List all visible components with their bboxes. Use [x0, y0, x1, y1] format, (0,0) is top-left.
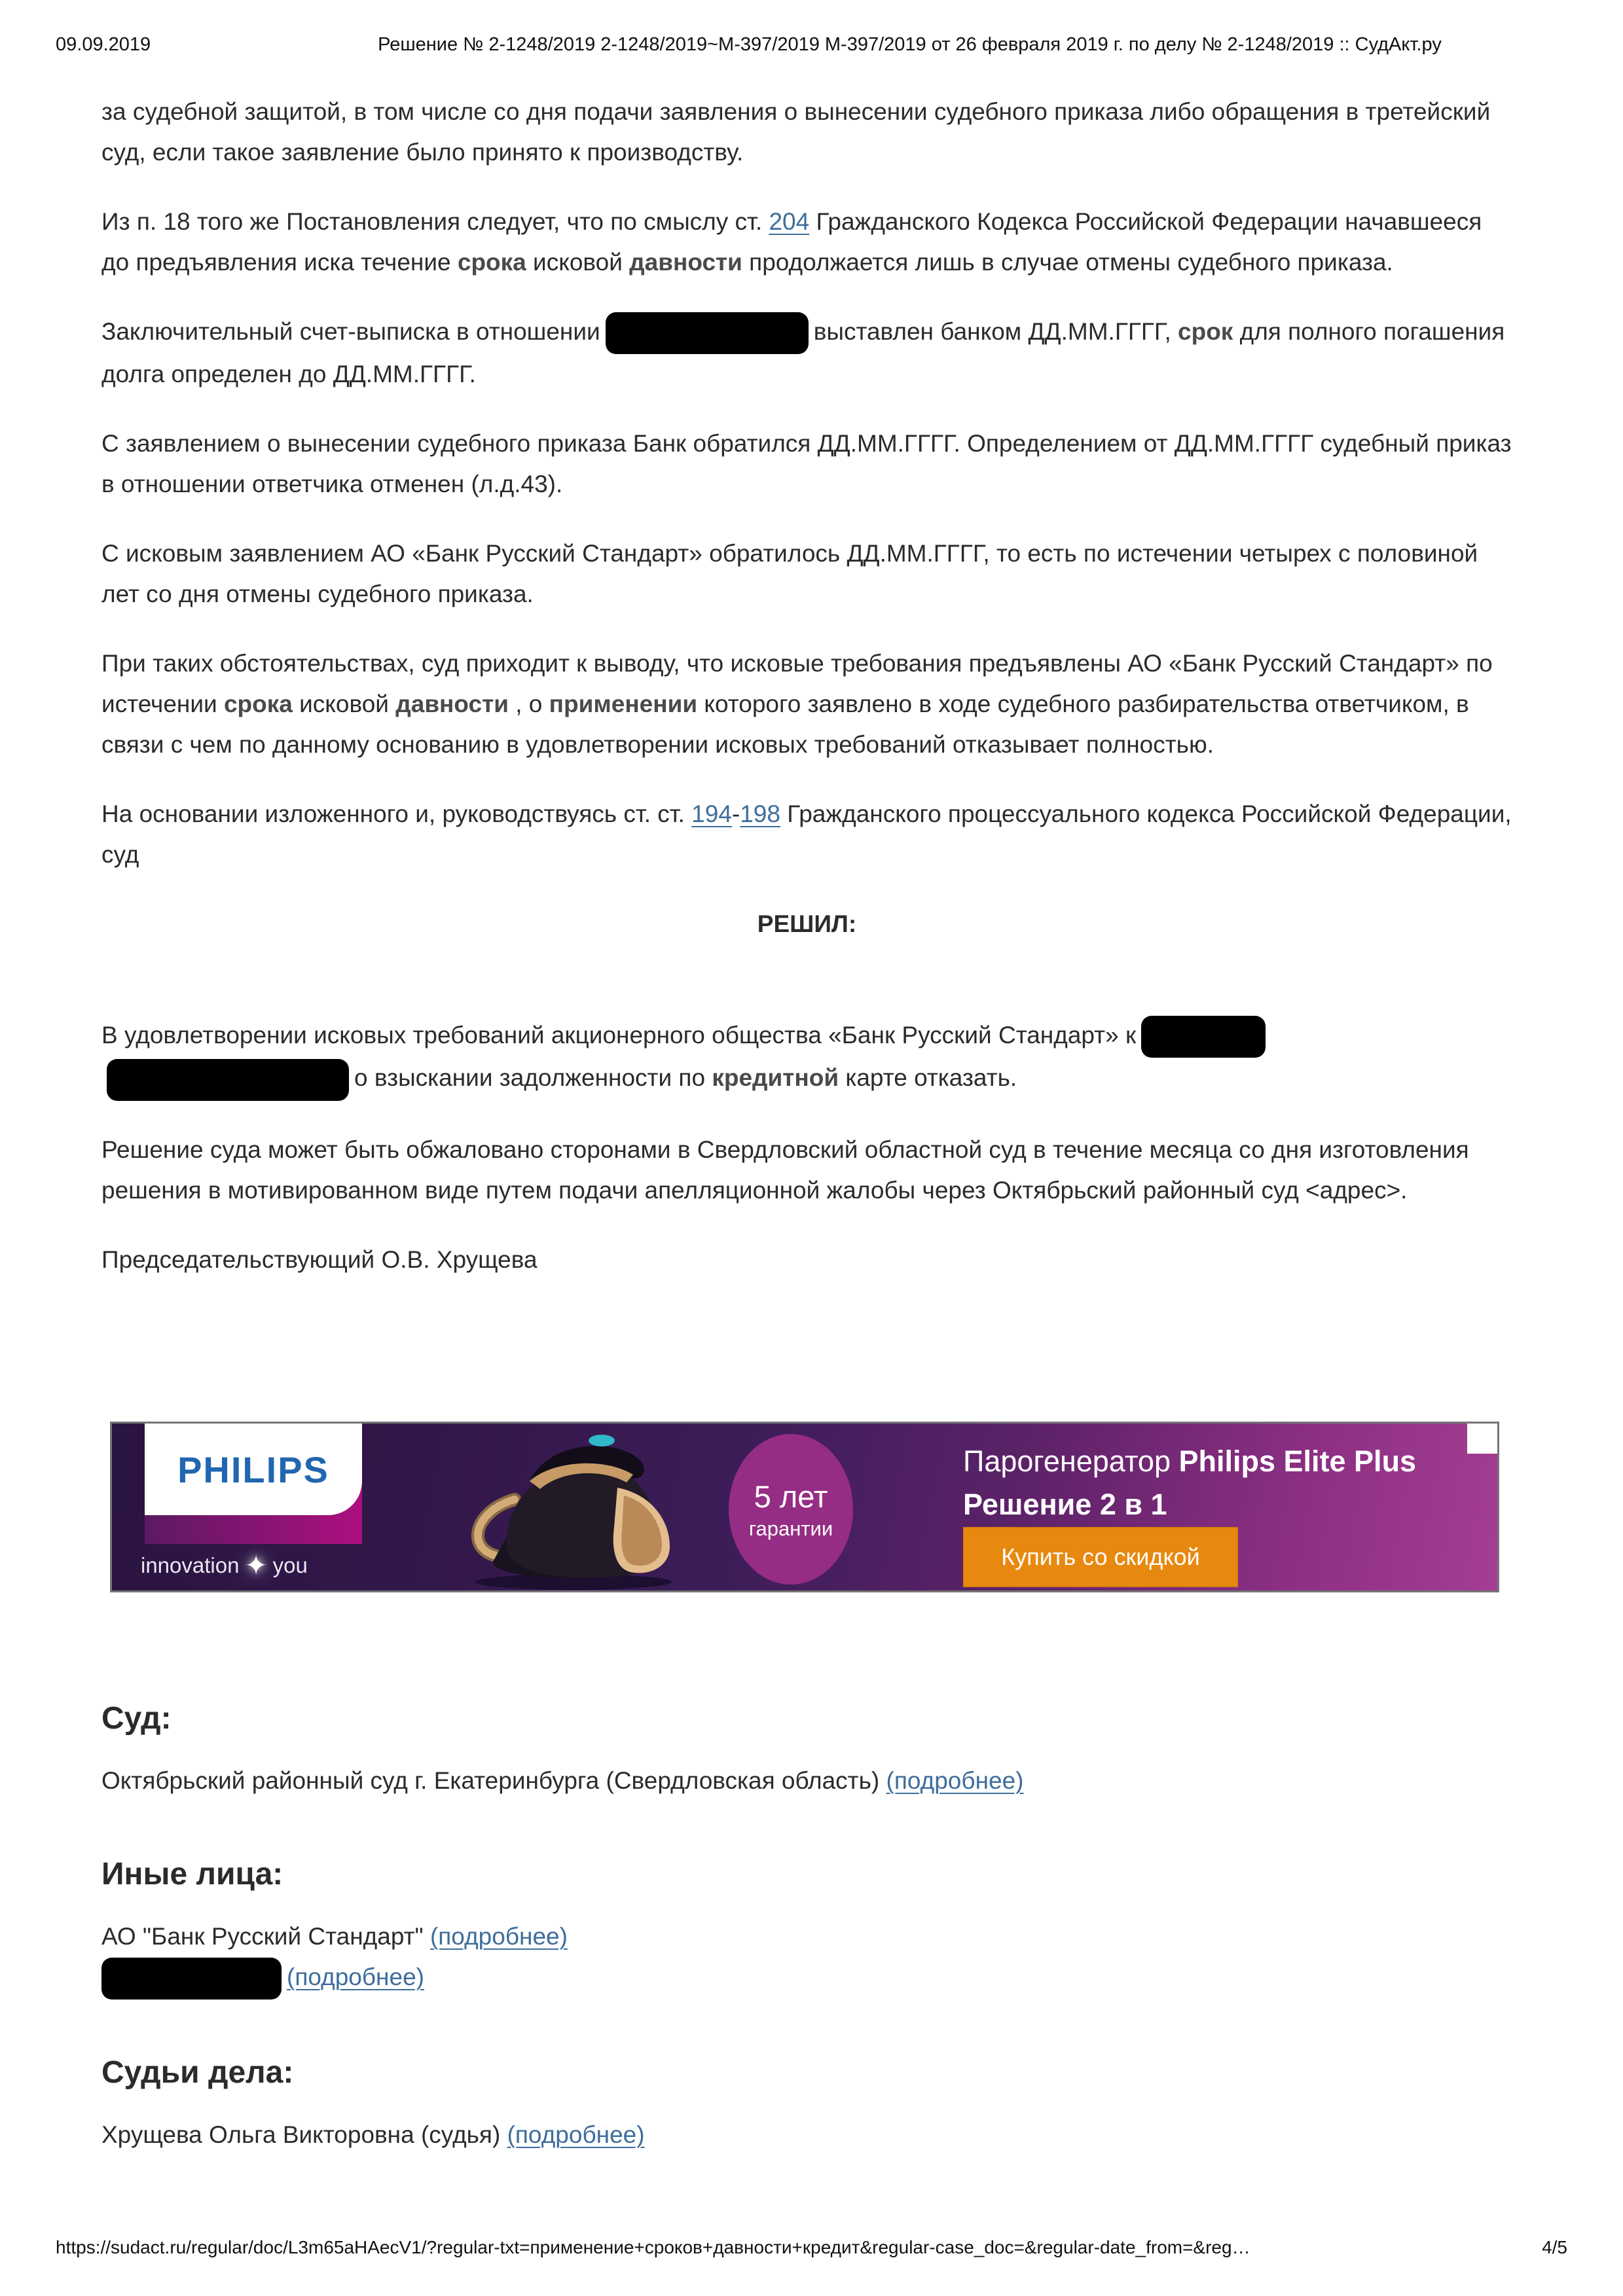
para-appeal: Решение суда может быть обжаловано сторонами в Свердловский областной суд в течение месяца со дня изготовления решения в мотивированном виде путем подачи апелляционной жалобы через Октябрьский районный суд <адрес>. — [101, 1136, 1469, 1204]
redaction-box — [1141, 1016, 1266, 1058]
section-line: Хрущева Ольга Викторовна (судья) (подробнее) — [101, 2121, 645, 2149]
inline-link[interactable]: 198 — [740, 800, 780, 828]
tagline-right: you — [272, 1553, 308, 1577]
steam-generator-image — [452, 1427, 695, 1591]
para-verdict: В удовлетворении исковых требований акционерного общества «Банк Русский Стандарт» к о взыскании задолженности по кредитной карте отказать. — [101, 1015, 1512, 1100]
section-judges — [101, 2054, 1542, 2155]
ad-headline-regular: Парогенератор — [963, 1444, 1179, 1478]
para-judicial-protection: за судебной защитой, в том числе со дня подачи заявления о вынесении судебного приказа либо обращения в третейский суд, если такое заявление было принято к производству. — [101, 98, 1491, 166]
warranty-badge — [729, 1434, 853, 1585]
warranty-label: гарантии — [748, 1516, 833, 1540]
para-final-invoice: Заключительный счет-выписка в отношении выставлен банком ДД.ММ.ГГГГ, срок для полного погашения долга определен до ДД.ММ.ГГГГ. — [101, 312, 1512, 395]
para-claim-filed: С исковым заявлением АО «Банк Русский Стандарт» обратилось ДД.ММ.ГГГГ, то есть по истечении четырех с половиной лет со дня отмены судебного приказа. — [101, 540, 1478, 608]
ad-corner-notch — [1467, 1424, 1497, 1454]
highlight-term: давности — [395, 691, 509, 718]
section-heading-other-persons: Иные лица: — [101, 1857, 283, 1892]
highlight-term: срока — [457, 249, 526, 276]
print-header — [56, 34, 1567, 56]
inline-link[interactable]: (подробнее) — [429, 1923, 568, 1950]
inline-link[interactable]: (подробнее) — [287, 1964, 424, 1990]
warranty-years: 5 лет — [754, 1479, 828, 1514]
philips-ad-banner[interactable] — [110, 1422, 1499, 1592]
philips-logo-card — [145, 1424, 362, 1515]
highlight-term: срок — [1178, 318, 1233, 345]
highlight-term: кредитной — [712, 1064, 839, 1092]
tagline-left: innovation — [141, 1553, 240, 1577]
buy-with-discount-button[interactable]: Купить со скидкой — [963, 1527, 1238, 1587]
inline-link[interactable]: (подробнее) — [886, 1767, 1024, 1794]
para-conclusion: При таких обстоятельствах, суд приходит к выводу, что исковые требования предъявлены АО «Банк Русский Стандарт» по истечении срока исковой давности , о применении которого заявлено в ходе судебного разбирательства ответчиком, в связи с чем по данному основанию в удовлетворении исковых требований отказывает полностью. — [101, 650, 1493, 759]
para-point-18: Из п. 18 того же Постановления следует, что по смыслу ст. 204 Гражданского Кодекса Российской Федерации начавшееся до предъявления иска течение срока исковой давности продолжается лишь в случае отмены судебного приказа. — [101, 208, 1482, 276]
philips-wordmark: PHILIPS — [177, 1448, 329, 1490]
decision-text — [101, 92, 1512, 1309]
para-signature: Председательствующий О.В. Хрущева — [101, 1246, 538, 1273]
ad-headline — [963, 1442, 1416, 1524]
section-heading-court: Суд: — [101, 1701, 172, 1736]
redaction-box — [606, 312, 809, 354]
decision-heading: РЕШИЛ: — [757, 910, 857, 938]
case-metadata — [101, 1700, 1542, 2155]
inline-link[interactable]: 194 — [691, 800, 732, 828]
highlight-term: применении — [549, 691, 698, 718]
para-court-order: С заявлением о вынесении судебного приказа Банк обратился ДД.ММ.ГГГГ. Определением от ДД.ММ.ГГГГ судебный приказ в отношении ответчика отменен (л.д.43). — [101, 430, 1512, 498]
redaction-box — [101, 1958, 282, 2000]
footer-url: https://sudact.ru/regular/doc/L3m65aHAecV1/?regular-txt=применение+сроков+давности+кредит&regular-case_doc=&regular-date_from=&reg… — [56, 2237, 1250, 2257]
print-date: 09.09.2019 — [56, 34, 151, 55]
highlight-term: давности — [629, 249, 742, 276]
section-heading-judges: Судьи дела: — [101, 2055, 294, 2090]
inline-link[interactable]: (подробнее) — [507, 2121, 645, 2149]
page-title: Решение № 2-1248/2019 2-1248/2019~М-397/2019 М-397/2019 от 26 февраля 2019 г. по делу № 2-1248/2019 :: СудАкт.ру — [378, 34, 1442, 55]
section-line: АО "Банк Русский Стандарт" (подробнее) — [101, 1923, 568, 1950]
page-number: 4/5 — [1542, 2237, 1567, 2257]
inline-link[interactable]: 204 — [769, 208, 810, 235]
redaction-box — [107, 1059, 349, 1101]
print-footer — [56, 2237, 1567, 2258]
para-legal-basis: На основании изложенного и, руководствуясь ст. ст. 194-198 Гражданского процессуального кодекса Российской Федерации, суд — [101, 800, 1512, 869]
section-line — [101, 1957, 1542, 2000]
sparkle-icon: ✦ — [244, 1550, 268, 1581]
section-court — [101, 1700, 1542, 1801]
section-other-persons — [101, 1856, 1542, 2000]
highlight-term: срока — [223, 691, 293, 718]
section-line: Октябрьский районный суд г. Екатеринбурга (Свердловская область) (подробнее) — [101, 1767, 1024, 1794]
ad-headline-bold: Philips Elite Plus — [1178, 1444, 1417, 1478]
philips-tagline — [141, 1552, 442, 1579]
ad-subheadline: Решение 2 в 1 — [963, 1488, 1167, 1521]
